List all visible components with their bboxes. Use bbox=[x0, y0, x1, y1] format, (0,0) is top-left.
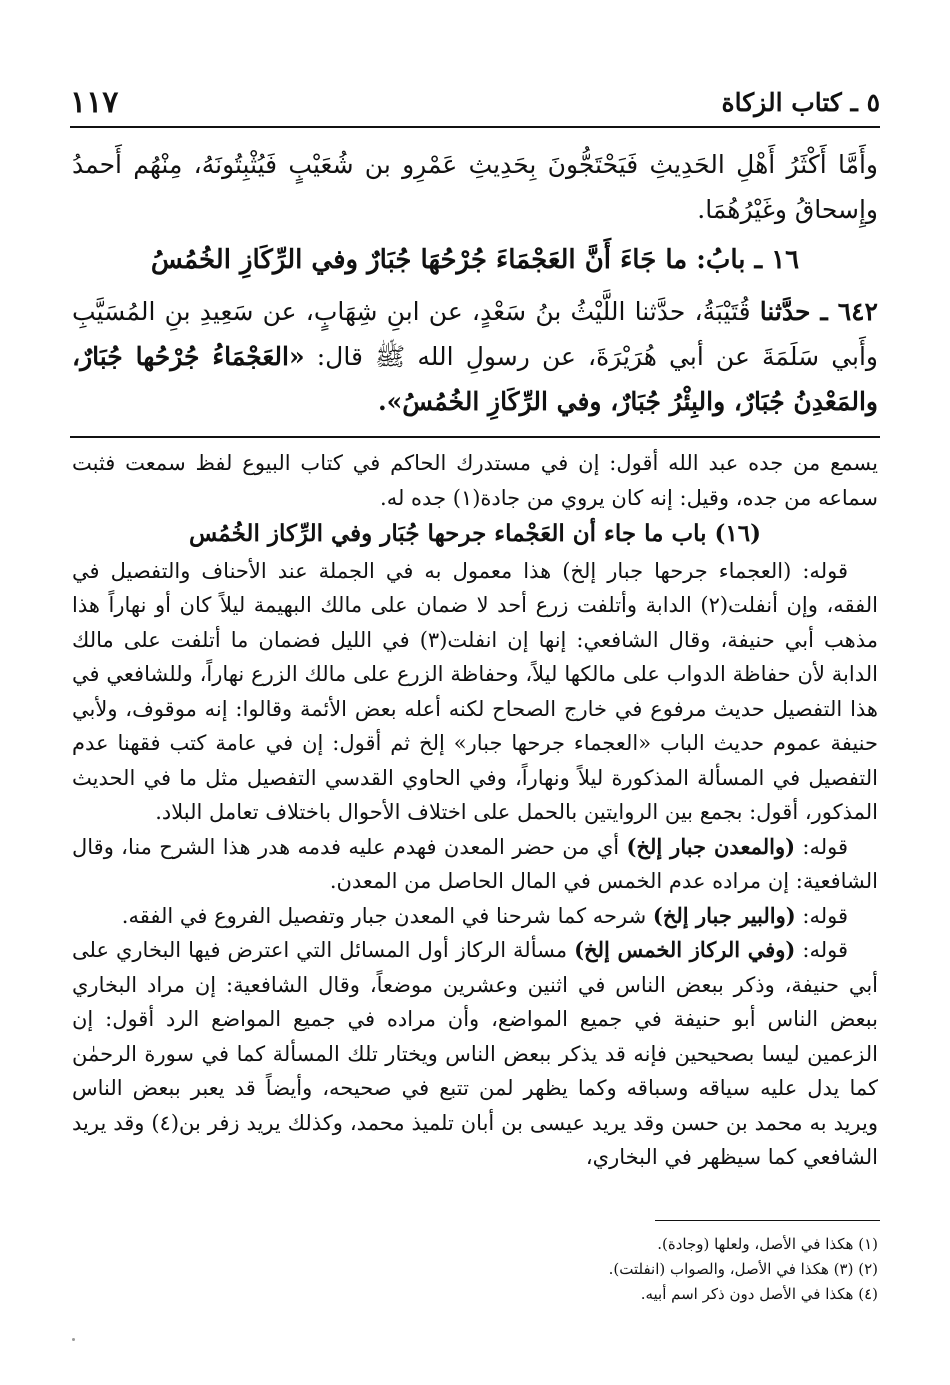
running-head: ٥ ـ كتاب الزكاة bbox=[721, 87, 880, 117]
scan-speck bbox=[72, 1338, 75, 1341]
footnote-2: (٢) (٣) هكذا في الأصل، والصواب (انفلتت). bbox=[608, 1260, 878, 1278]
page-header bbox=[70, 78, 880, 128]
commentary-text: شرحه كما شرحنا في المعدن جبار وتفصيل الفروع في الفقه. bbox=[121, 903, 647, 928]
footnote-3: (٤) هكذا في الأصل دون ذكر اسم أبيه. bbox=[640, 1285, 878, 1303]
quoted-phrase: (وفي الركاز الخمس إلخ) bbox=[574, 937, 796, 962]
commentary-section bbox=[72, 446, 878, 1175]
hadith-matn: «العَجْمَاءُ جُرْحُها جُبَارٌ، والمَعْدِنُ جُبَارٌ، والبِئْرُ جُبَارٌ، وفي الرِّكَازِ الخُمُسُ». bbox=[72, 342, 878, 416]
commentary-text: أي من حضر المعدن فهدم عليه فدمه هدر هذا الشرح منا، وقال الشافعية: إن مراده عدم الخمس في المال الحاصل من المعدن. bbox=[72, 834, 878, 893]
hadith-section bbox=[72, 142, 878, 424]
quoted-phrase: (والمعدن جبار إلخ) bbox=[626, 833, 796, 859]
commentary-chapter-title: (١٦) باب ما جاء أن العَجْماء جرحها جُبَار وفي الرِّكاز الخُمُس bbox=[188, 520, 762, 547]
quoted-phrase: (والبير جبار إلخ) bbox=[652, 902, 796, 928]
qawluh-label: قوله: bbox=[802, 938, 848, 962]
chapter-title: ١٦ ـ بابُ: ما جَاءَ أَنَّ العَجْمَاءَ جُرْحُهَا جُبَارٌ وفي الرِّكَازِ الخُمُسُ bbox=[150, 245, 800, 275]
footnote-1: (١) هكذا في الأصل، ولعلها (وجادة). bbox=[657, 1235, 878, 1253]
page-number: ١١٧ bbox=[70, 84, 119, 120]
commentary-paragraph bbox=[72, 933, 878, 1175]
commentary-paragraph bbox=[72, 830, 878, 899]
hadith-642 bbox=[72, 289, 878, 424]
qawluh-label: قوله: bbox=[802, 903, 848, 928]
commentary-continuation: يسمع من جده عبد الله أقول: إن في مستدرك الحاكم في كتاب البيوع لفظ سمعت فثبت سماعه من جده، وقيل: إنه كان يروي من جادة(١) جده له. bbox=[72, 451, 878, 510]
footnotes bbox=[300, 1232, 878, 1307]
commentary-text: مسألة الركاز أول المسائل التي اعترض فيها البخاري على أبي حنيفة، وذكر ببعض الناس في اثنين وعشرين موضعاً، وقال الشافعية: إن مراد البخاري ببعض الناس أبو حنيفة في جميع المواضع، وأن مراده في جميع المواضع الرد أقول: إن الزعمين ليسا بصحيحين فإنه قد يذكر ببعض الناس ويختار تلك المسألة كما في سورة الرحمٰن كما يدل عليه سياقه وسباقه وكما يظهر لمن تتبع في صحيحه، وأيضاً قد يعبر ببعض الناس ويريد به محمد بن حسن وقد يريد عيسى بن أبان تلميذ محمد، وكذلك يريد زفر بن(٤) وقد يريد الشافعي كما سيظهر في البخاري، bbox=[72, 938, 879, 1169]
hadith-intro: وأَمَّا أَكْثَرُ أَهْلِ الحَدِيثِ فَيَحْتَجُّونَ بِحَدِيثِ عَمْرِو بن شُعَيْبٍ فَيُثْبِتُونَهُ، مِنْهُم أَحمدُ وإِسحاقُ وغَيْرُهُمَا. bbox=[72, 150, 878, 224]
footnote-divider bbox=[655, 1220, 880, 1221]
qawluh-label: قوله: bbox=[802, 834, 848, 859]
hadith-number: ٦٤٢ ـ حدَّثنا bbox=[759, 297, 878, 326]
commentary-paragraph bbox=[72, 899, 878, 934]
hadith-isnad: قُتَيْبَةُ، حدَّثنا اللَّيْثُ بنُ سَعْدٍ، عن ابنِ شِهَابٍ، عن سَعِيدِ بنِ المُسَيَّبِ وأَبي سَلَمَةَ عن أبي هُرَيْرَةَ، عن رسولِ الله ﷺ قال: bbox=[72, 297, 879, 371]
commentary-paragraph bbox=[72, 554, 878, 830]
commentary-text: (العجماء جرحها جبار إلخ) هذا معمول به في الجملة عند الأحناف والتفصيل في الفقه، وإن أنفلت(٢) الدابة وأتلفت زرع أحد لا ضمان على مالك البهيمة ليلاً كان أو نهاراً هذا مذهب أبي حنيفة، وقال الشافعي: إنها إن انفلت(٣) في الليل فضمان ما أتلفت على مالك الدابة لأن حفاظة الدواب على مالكها ليلاً، وحفاظة الزرع على مالك الزرع نهاراً، وللشافعي في هذا التفصيل حديث مرفوع في خارج الصحاح لكنه أعله بعض الأئمة وقالوا: إنه موقوف، ولأبي حنيفة عموم حديث الباب «العجماء جرحها جبار» إلخ ثم أقول: إن في عامة كتب فقهنا عدم التفصيل في المسألة المذكورة ليلاً ونهاراً، وفي الحاوي القدسي التفصيل مثل ما في الحديث المذكور، أقول: بجمع بين الروايتين بالحمل على اختلاف الأحوال باختلاف تعامل البلاد. bbox=[72, 558, 878, 824]
section-divider bbox=[70, 436, 880, 438]
qawluh-label: قوله: bbox=[802, 558, 848, 583]
